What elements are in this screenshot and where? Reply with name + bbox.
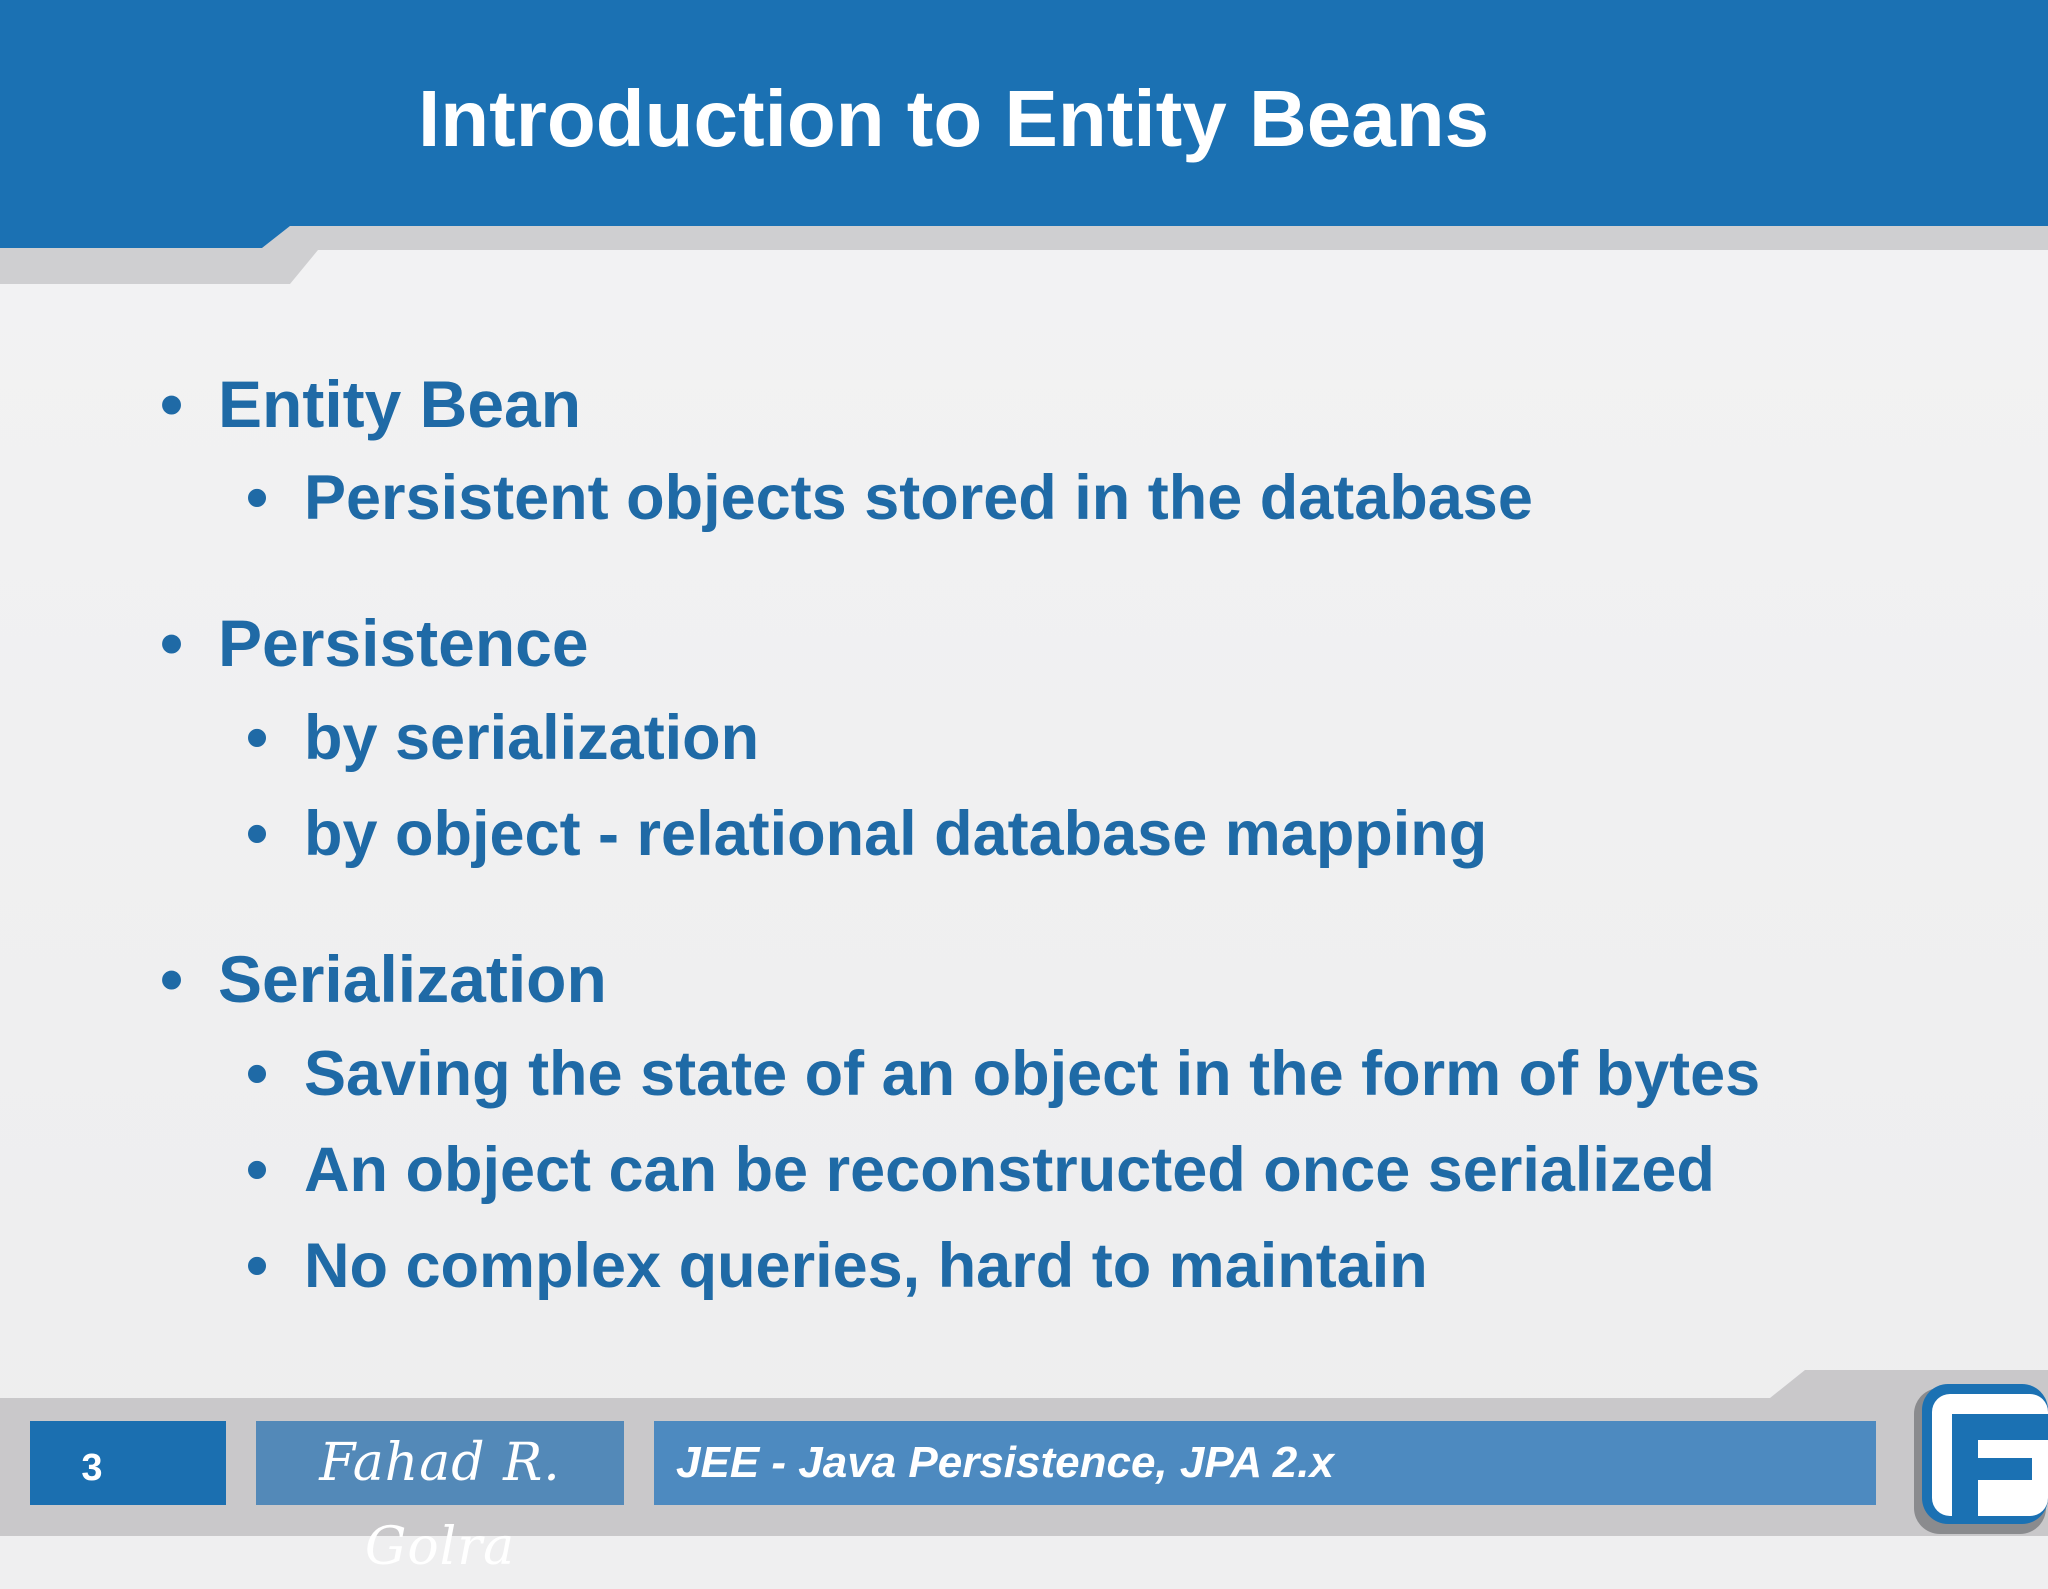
bullet-text: An object can be reconstructed once serialized <box>304 1135 1715 1205</box>
author-signature: Fahad R. Golra <box>319 1433 561 1577</box>
golra-f-logo-icon <box>1908 1380 2048 1536</box>
bullet-dot-icon: • <box>160 942 184 1016</box>
sub-bullet-persistent-objects <box>246 458 1533 538</box>
sub-bullet-by-serialization <box>246 698 760 778</box>
bullet-text: No complex queries, hard to maintain <box>304 1231 1428 1301</box>
bullet-dot-icon: • <box>246 463 269 533</box>
course-title: JEE - Java Persistence, JPA 2.x <box>676 1438 1334 1487</box>
bullet-text: by object - relational database mapping <box>304 799 1488 869</box>
bullet-dot-icon: • <box>246 1039 269 1109</box>
bullet-text: Persistence <box>218 606 589 680</box>
bullet-text: Entity Bean <box>218 367 582 441</box>
slide-title: Introduction to Entity Beans <box>418 74 1490 163</box>
bullet-dot-icon: • <box>160 367 184 441</box>
bullet-dot-icon: • <box>246 1135 269 1205</box>
bullet-persistence <box>160 603 589 683</box>
bullet-text: Persistent objects stored in the database <box>304 463 1533 533</box>
bullet-dot-icon: • <box>160 606 184 680</box>
sub-bullet-reconstructed <box>246 1130 1715 1210</box>
bullet-text: Serialization <box>218 942 607 1016</box>
bullet-dot-icon: • <box>246 799 269 869</box>
bullet-dot-icon: • <box>246 703 269 773</box>
bullet-text: by serialization <box>304 703 760 773</box>
sub-bullet-no-complex-queries <box>246 1226 1428 1306</box>
sub-bullet-saving-state <box>246 1034 1761 1114</box>
bullet-text: Saving the state of an object in the form of bytes <box>304 1039 1761 1109</box>
page-number: 3 <box>81 1447 103 1489</box>
sub-bullet-by-orm <box>246 794 1488 874</box>
bullet-entity-bean <box>160 364 582 444</box>
bullet-serialization <box>160 939 607 1019</box>
bullet-dot-icon: • <box>246 1231 269 1301</box>
